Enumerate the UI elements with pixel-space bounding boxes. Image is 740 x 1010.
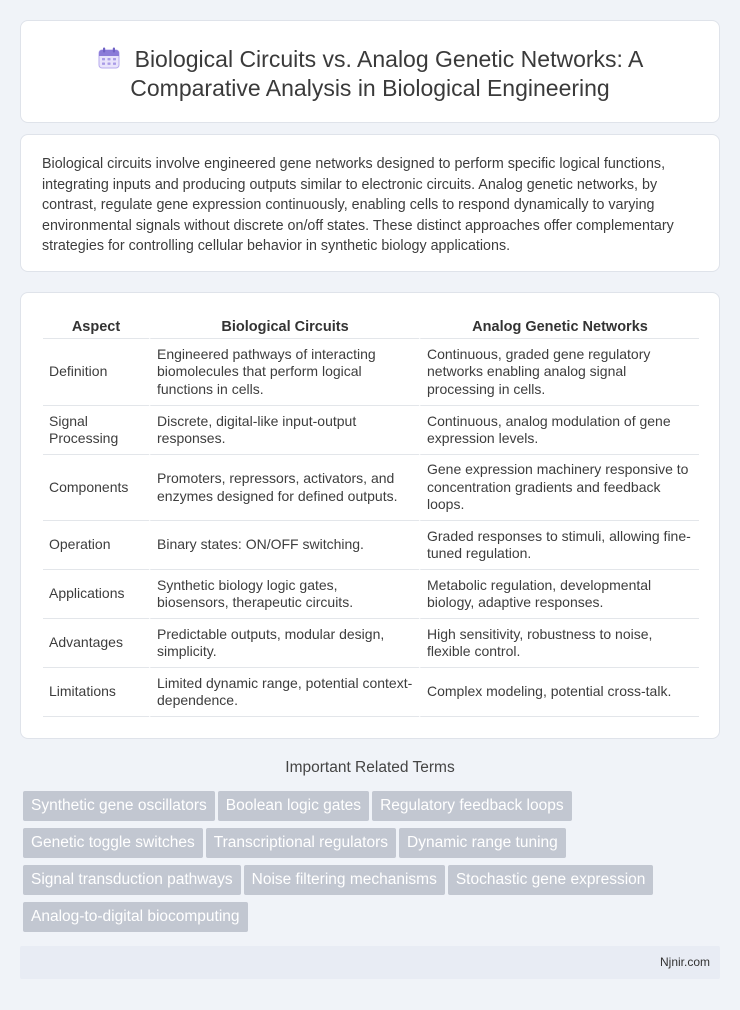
table-row <box>43 570 699 619</box>
related-term-tag[interactable]: Analog-to-digital biocomputing <box>23 902 248 932</box>
related-term-tag[interactable]: Boolean logic gates <box>218 791 369 821</box>
header-analog-genetic-networks: Analog Genetic Networks <box>419 313 699 339</box>
row-biological-circuits: Predictable outputs, modular design, simplicity. <box>149 619 419 668</box>
page-title: Biological Circuits vs. Analog Genetic Networks: A Comparative Analysis in Biological Engineering <box>130 46 644 101</box>
header-biological-circuits: Biological Circuits <box>149 313 419 339</box>
related-term-tag[interactable]: Noise filtering mechanisms <box>244 865 445 895</box>
related-terms-list <box>23 791 703 939</box>
table-row <box>43 339 699 406</box>
row-biological-circuits: Limited dynamic range, potential context-dependence. <box>149 668 419 717</box>
row-analog-genetic-networks: Gene expression machinery responsive to concentration gradients and feedback loops. <box>419 455 699 521</box>
table-header-row <box>43 313 699 339</box>
row-biological-circuits: Discrete, digital-like input-output responses. <box>149 406 419 455</box>
row-aspect: Advantages <box>43 619 149 668</box>
row-aspect: Limitations <box>43 668 149 717</box>
header-aspect: Aspect <box>43 313 149 339</box>
footer-bar <box>20 946 720 979</box>
row-biological-circuits: Synthetic biology logic gates, biosensors, therapeutic circuits. <box>149 570 419 619</box>
row-biological-circuits: Binary states: ON/OFF switching. <box>149 521 419 570</box>
page-title-wrap <box>21 45 719 103</box>
row-analog-genetic-networks: Continuous, analog modulation of gene expression levels. <box>419 406 699 455</box>
row-analog-genetic-networks: High sensitivity, robustness to noise, flexible control. <box>419 619 699 668</box>
related-term-tag[interactable]: Synthetic gene oscillators <box>23 791 215 821</box>
intro-card <box>20 134 720 272</box>
table-row <box>43 406 699 455</box>
row-analog-genetic-networks: Complex modeling, potential cross-talk. <box>419 668 699 717</box>
comparison-card <box>20 292 720 739</box>
row-aspect: Definition <box>43 339 149 406</box>
row-aspect: Signal Processing <box>43 406 149 455</box>
related-terms-title: Important Related Terms <box>285 759 455 776</box>
footer-site-link[interactable]: Njnir.com <box>659 955 710 969</box>
row-aspect: Components <box>43 455 149 521</box>
table-row <box>43 455 699 521</box>
row-biological-circuits: Engineered pathways of interacting biomolecules that perform logical functions in cells. <box>149 339 419 406</box>
row-biological-circuits: Promoters, repressors, activators, and enzymes designed for defined outputs. <box>149 455 419 521</box>
related-term-tag[interactable]: Signal transduction pathways <box>23 865 241 895</box>
comparison-table <box>43 313 699 717</box>
row-aspect: Applications <box>43 570 149 619</box>
table-row <box>43 521 699 570</box>
title-card <box>20 20 720 123</box>
row-analog-genetic-networks: Metabolic regulation, developmental biology, adaptive responses. <box>419 570 699 619</box>
related-term-tag[interactable]: Genetic toggle switches <box>23 828 203 858</box>
intro-paragraph: Biological circuits involve engineered gene networks designed to perform specific logical functions, integrating inputs and producing outputs similar to electronic circuits. Analog genetic networks, by contrast, regulate gene expression continuously, enabling cells to respond dynamically to varying environmental signals without discrete on/off states. These distinct approaches offer complementary strategies for controlling cellular behavior in synthetic biology applications. <box>42 156 674 254</box>
table-row <box>43 619 699 668</box>
related-term-tag[interactable]: Dynamic range tuning <box>399 828 566 858</box>
related-term-tag[interactable]: Stochastic gene expression <box>448 865 654 895</box>
row-aspect: Operation <box>43 521 149 570</box>
related-term-tag[interactable]: Transcriptional regulators <box>206 828 396 858</box>
calendar-icon <box>97 46 121 70</box>
table-row <box>43 668 699 717</box>
related-term-tag[interactable]: Regulatory feedback loops <box>372 791 572 821</box>
row-analog-genetic-networks: Continuous, graded gene regulatory networks enabling analog signal processing in cells. <box>419 339 699 406</box>
row-analog-genetic-networks: Graded responses to stimuli, allowing fine-tuned regulation. <box>419 521 699 570</box>
